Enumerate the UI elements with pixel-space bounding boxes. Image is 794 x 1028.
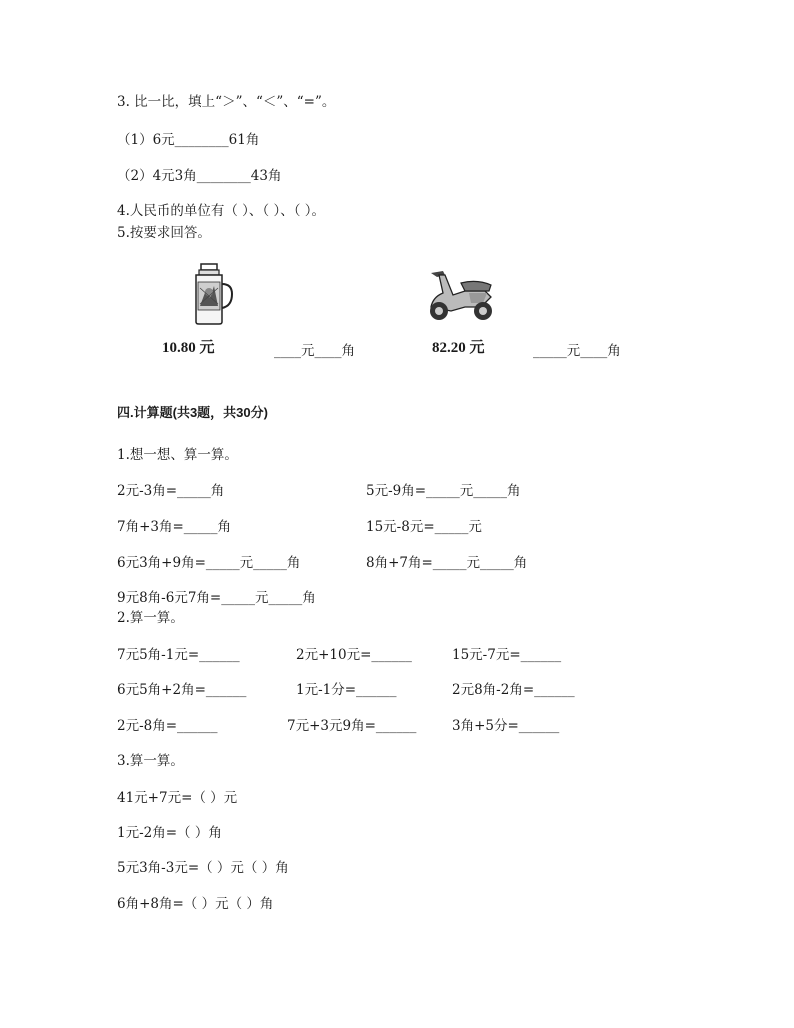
calc-q1-row4-left: 9元8角-6元7角=_____元_____角 xyxy=(117,590,316,606)
calc-q2-row2-col3: 2元8角-2角=______ xyxy=(452,682,575,698)
question-3-item-2: （2）4元3角________43角 xyxy=(117,168,282,184)
thermos-bottle-icon xyxy=(188,262,234,326)
calc-q1-title: 1.想一想、算一算。 xyxy=(117,447,238,463)
calc-q1-row1-right: 5元-9角=_____元_____角 xyxy=(366,483,521,499)
calc-q2-row2-col2: 1元-1分=______ xyxy=(296,682,397,698)
price-label-thermos: 10.80 元 xyxy=(162,340,215,356)
question-4: 4.人民币的单位有（ ）、（ ）、（ ）。 xyxy=(117,203,326,219)
scooter-icon xyxy=(425,267,499,325)
calc-q1-row2-right: 15元-8元=_____元 xyxy=(366,519,482,535)
calc-q1-row1-left: 2元-3角=_____角 xyxy=(117,483,225,499)
section-4-heading: 四.计算题(共3题，共30分) xyxy=(117,405,268,420)
calc-q1-row3-left: 6元3角+9角=_____元_____角 xyxy=(117,555,301,571)
calc-q1-row3-right: 8角+7角=_____元_____角 xyxy=(366,555,528,571)
calc-q2-row1-col1: 7元5角-1元=______ xyxy=(117,647,240,663)
answer-blank-thermos: ____元____角 xyxy=(274,343,355,359)
calc-q3-item-1: 41元+7元=（ ）元 xyxy=(117,790,238,806)
answer-blank-scooter: _____元____角 xyxy=(533,343,621,359)
calc-q3-item-2: 1元-2角=（ ）角 xyxy=(117,825,222,841)
calc-q3-item-3: 5元3角-3元=（ ）元（ ）角 xyxy=(117,860,289,876)
question-5-title: 5.按要求回答。 xyxy=(117,225,211,241)
calc-q2-row1-col2: 2元+10元=______ xyxy=(296,647,412,663)
calc-q2-row3-col3: 3角+5分=______ xyxy=(452,718,560,734)
calc-q1-row2-left: 7角+3角=_____角 xyxy=(117,519,232,535)
calc-q2-title: 2.算一算。 xyxy=(117,610,184,626)
calc-q2-row3-col2: 7元+3元9角=______ xyxy=(287,718,417,734)
question-3-item-1: （1）6元________61角 xyxy=(117,132,260,148)
price-label-scooter: 82.20 元 xyxy=(432,340,485,356)
calc-q3-title: 3.算一算。 xyxy=(117,753,184,769)
calc-q2-row1-col3: 15元-7元=______ xyxy=(452,647,562,663)
calc-q2-row3-col1: 2元-8角=______ xyxy=(117,718,218,734)
question-3-title: 3. 比一比，填上“＞”、“＜”、“=”。 xyxy=(117,94,336,110)
calc-q2-row2-col1: 6元5角+2角=______ xyxy=(117,682,247,698)
calc-q3-item-4: 6角+8角=（ ）元（ ）角 xyxy=(117,896,274,912)
